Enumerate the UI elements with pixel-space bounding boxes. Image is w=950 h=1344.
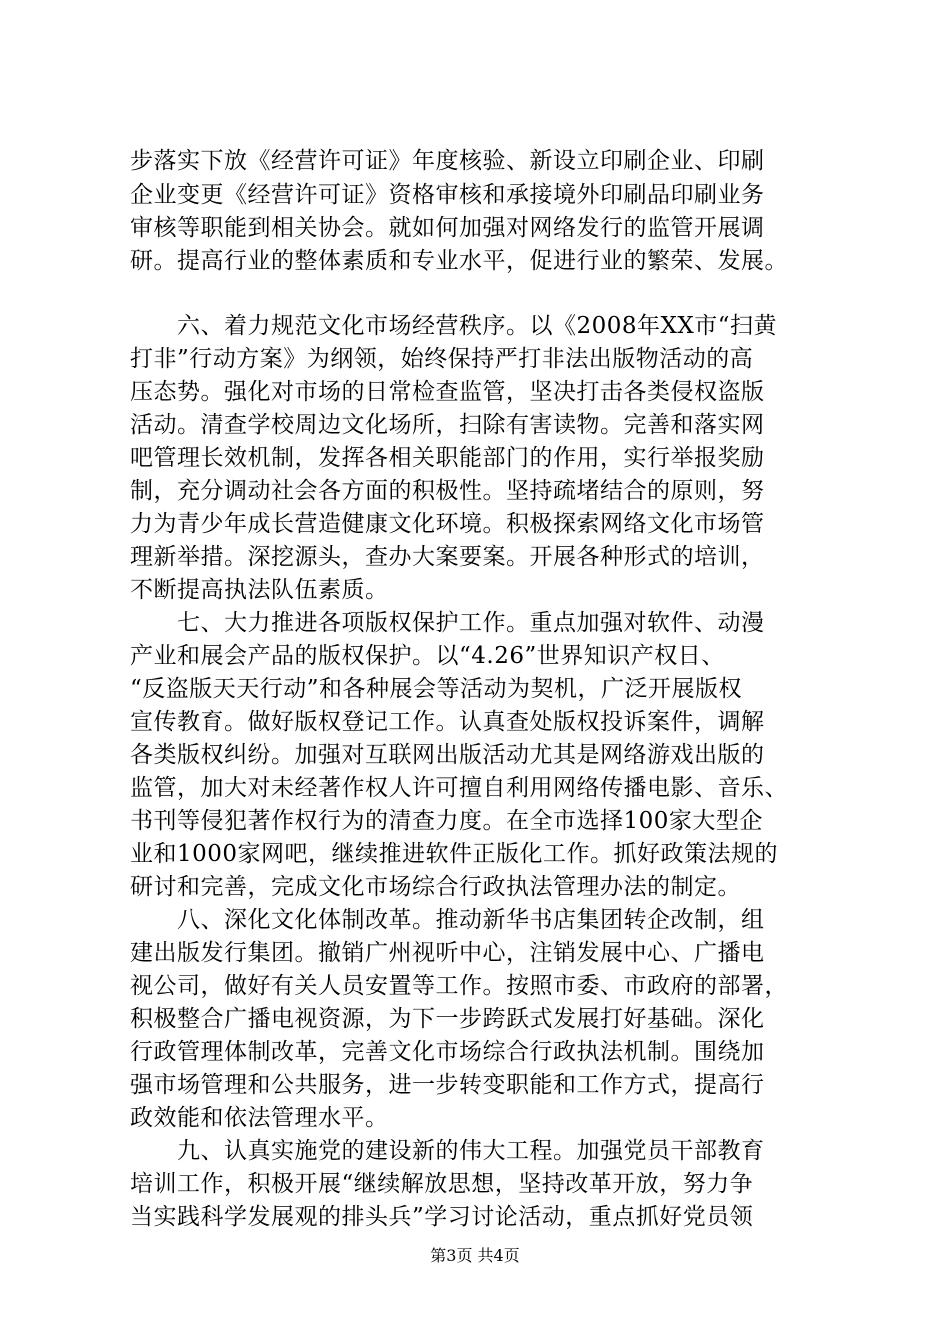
text-line: 吧管理长效机制，发挥各相关职能部门的作用，实行举报奖励: [130, 445, 765, 471]
text-line: 监管，加大对未经著作权人许可擅自利用网络传播电影、音乐、: [130, 775, 788, 801]
text-line: 研讨和完善，完成文化市场综合行政执法管理办法的制定。: [130, 874, 741, 900]
text-line: 八、深化文化体制改革。推动新华书店集团转企改制，组: [130, 907, 765, 933]
text-line: 力为青少年成长营造健康文化环境。积极探索网络文化市场管: [130, 511, 765, 537]
text-line: 行政管理体制改革，完善文化市场综合行政执法机制。围绕加: [130, 1039, 765, 1065]
text-line: 业和1000家网吧，继续推进软件正版化工作。抓好政策法规的: [130, 841, 779, 867]
text-line: 活动。清查学校周边文化场所，扫除有害读物。完善和落实网: [130, 412, 765, 438]
text-line: 培训工作，积极开展“继续解放思想，坚持改革开放，努力争: [130, 1171, 754, 1197]
text-line: 宣传教育。做好版权登记工作。认真查处版权投诉案件，调解: [130, 709, 765, 735]
text-line: 不断提高执法队伍素质。: [130, 577, 389, 603]
text-line: 审核等职能到相关协会。就如何加强对网络发行的监管开展调: [130, 215, 765, 241]
text-line: 企业变更《经营许可证》资格审核和承接境外印刷品印刷业务: [130, 182, 765, 208]
text-line: 当实践科学发展观的排头兵”学习讨论活动，重点抓好党员领: [130, 1204, 754, 1230]
text-line: 强市场管理和公共服务，进一步转变职能和工作方式，提高行: [130, 1072, 765, 1098]
text-line: 研。提高行业的整体素质和专业水平，促进行业的繁荣、发展。: [130, 248, 788, 274]
text-line: 建出版发行集团。撤销广州视听中心，注销发展中心、广播电: [130, 940, 765, 966]
text-line: 制，充分调动社会各方面的积极性。坚持疏堵结合的原则，努: [130, 478, 765, 504]
text-line: 积极整合广播电视资源，为下一步跨跃式发展打好基础。深化: [130, 1006, 765, 1032]
text-line: 步落实下放《经营许可证》年度核验、新设立印刷企业、印刷: [130, 148, 765, 174]
text-line: “反盗版天天行动”和各种展会等活动为契机，广泛开展版权: [130, 676, 743, 702]
page-footer: 第3页 共4页: [430, 1246, 520, 1265]
text-line: 压态势。强化对市场的日常检查监管，坚决打击各类侵权盗版: [130, 379, 765, 405]
text-line: 六、着力规范文化市场经营秩序。以《2008年XX市“扫黄: [130, 313, 778, 339]
text-line: 九、认真实施党的建设新的伟大工程。加强党员干部教育: [130, 1138, 765, 1164]
text-line: 产业和展会产品的版权保护。以“4.26”世界知识产权日、: [130, 643, 725, 669]
text-line: 打非”行动方案》为纲领，始终保持严打非法出版物活动的高: [130, 346, 754, 372]
text-line: 政效能和依法管理水平。: [130, 1105, 389, 1131]
text-line: 视公司，做好有关人员安置等工作。按照市委、市政府的部署，: [130, 973, 788, 999]
text-line: 七、大力推进各项版权保护工作。重点加强对软件、动漫: [130, 610, 765, 636]
text-line: 各类版权纠纷。加强对互联网出版活动尤其是网络游戏出版的: [130, 742, 765, 768]
text-line: 书刊等侵犯著作权行为的清查力度。在全市选择100家大型企: [130, 808, 763, 834]
text-line: 理新举措。深挖源头，查办大案要案。开展各种形式的培训，: [130, 544, 765, 570]
